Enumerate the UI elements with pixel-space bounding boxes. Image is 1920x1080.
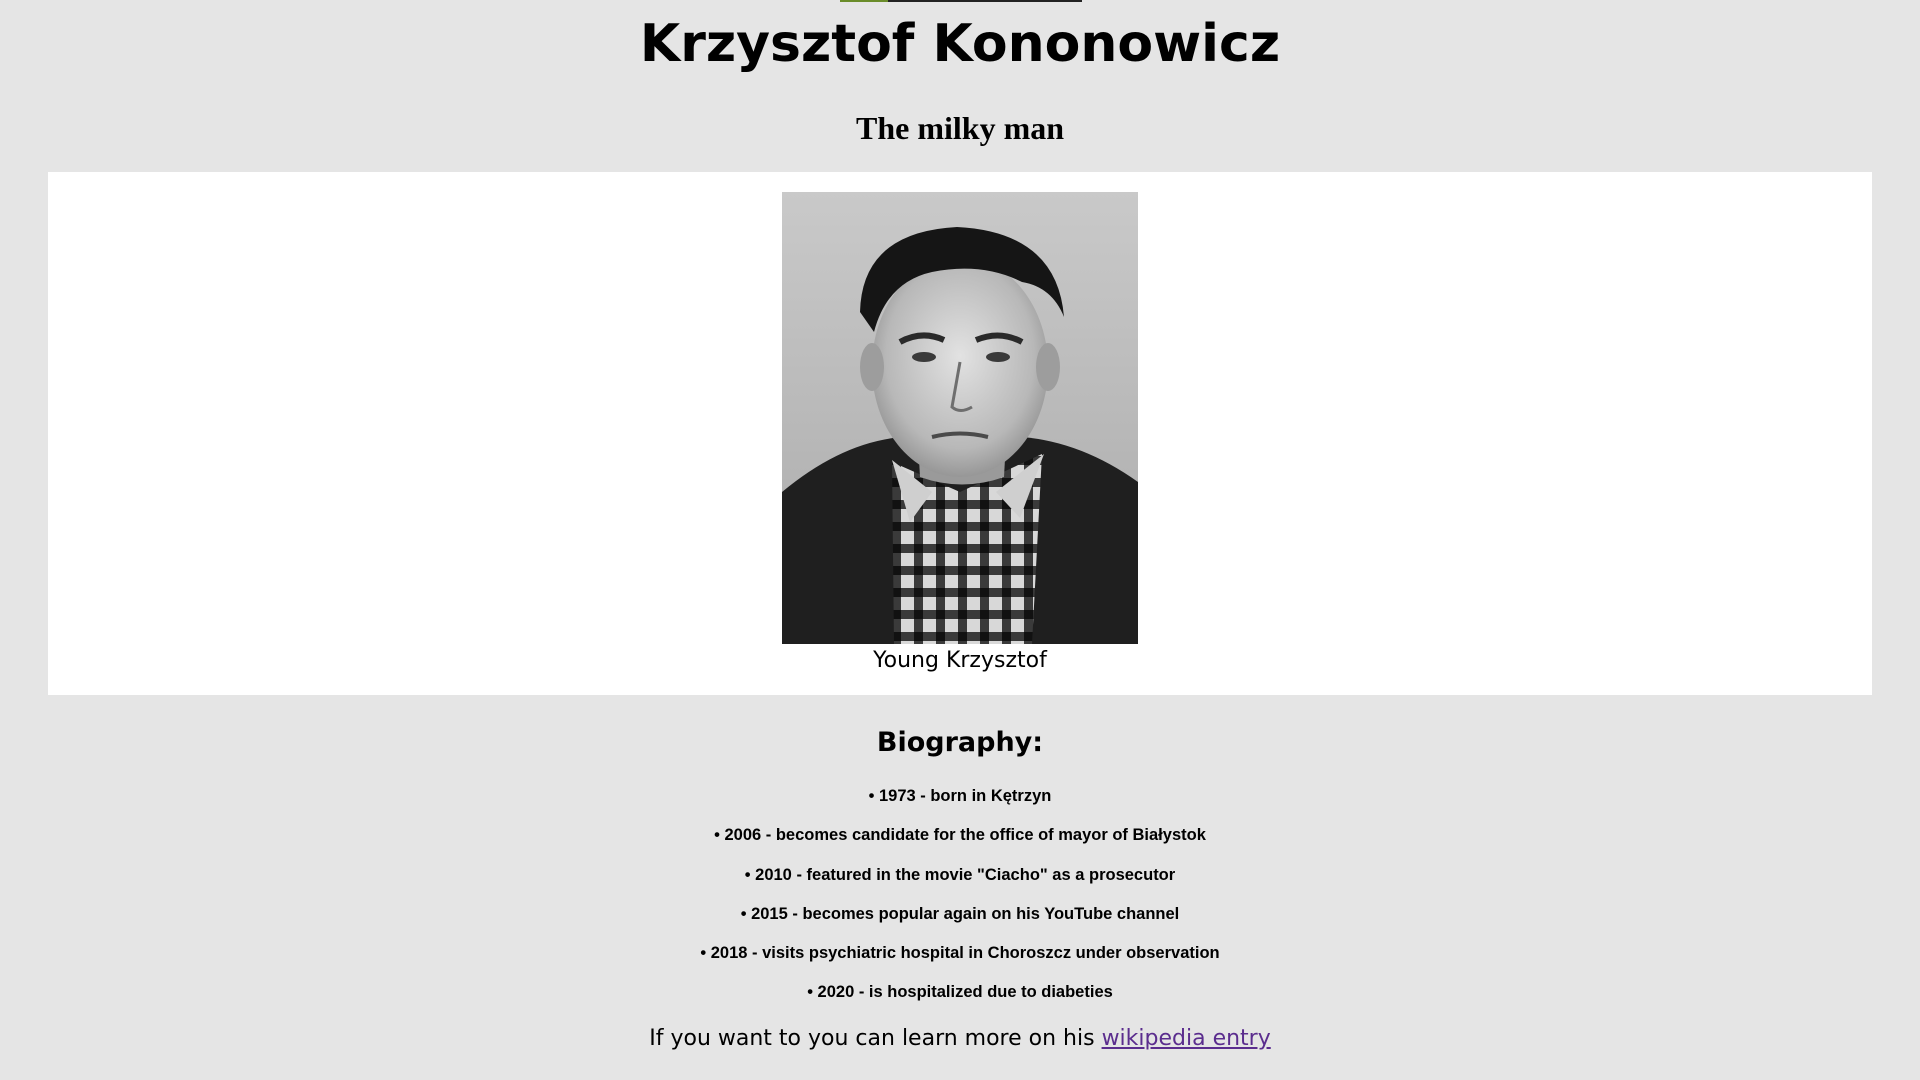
biography-item: • 2010 - featured in the movie "Ciacho" as a prosecutor (744, 865, 1176, 884)
biography-heading: Biography: (876, 727, 1044, 758)
top-accent-bar (840, 0, 1082, 2)
page-title: Krzysztof Kononowicz (639, 14, 1281, 74)
portrait-photo (782, 192, 1138, 644)
photo-panel (48, 172, 1872, 695)
biography-item: • 2018 - visits psychiatric hospital in Choroszcz under observation (700, 944, 1220, 963)
biography-item: • 2015 - becomes popular again on his YouTube channel (740, 904, 1180, 923)
biography-item: • 2006 - becomes candidate for the office of mayor of Białystok (714, 826, 1206, 845)
footer-prefix: If you want to you can learn more on his (649, 1026, 1102, 1051)
biography-item: • 1973 - born in Kętrzyn (868, 787, 1052, 805)
page-subtitle: The milky man (855, 110, 1065, 146)
photo-caption: Young Krzysztof (873, 648, 1047, 673)
footer-text (0, 1022, 1920, 1056)
biography-item: • 2020 - is hospitalized due to diabeties (807, 983, 1113, 1002)
wikipedia-link[interactable]: wikipedia entry (1101, 1026, 1271, 1051)
biography-list (0, 780, 1920, 1016)
top-accent-highlight (840, 0, 888, 2)
